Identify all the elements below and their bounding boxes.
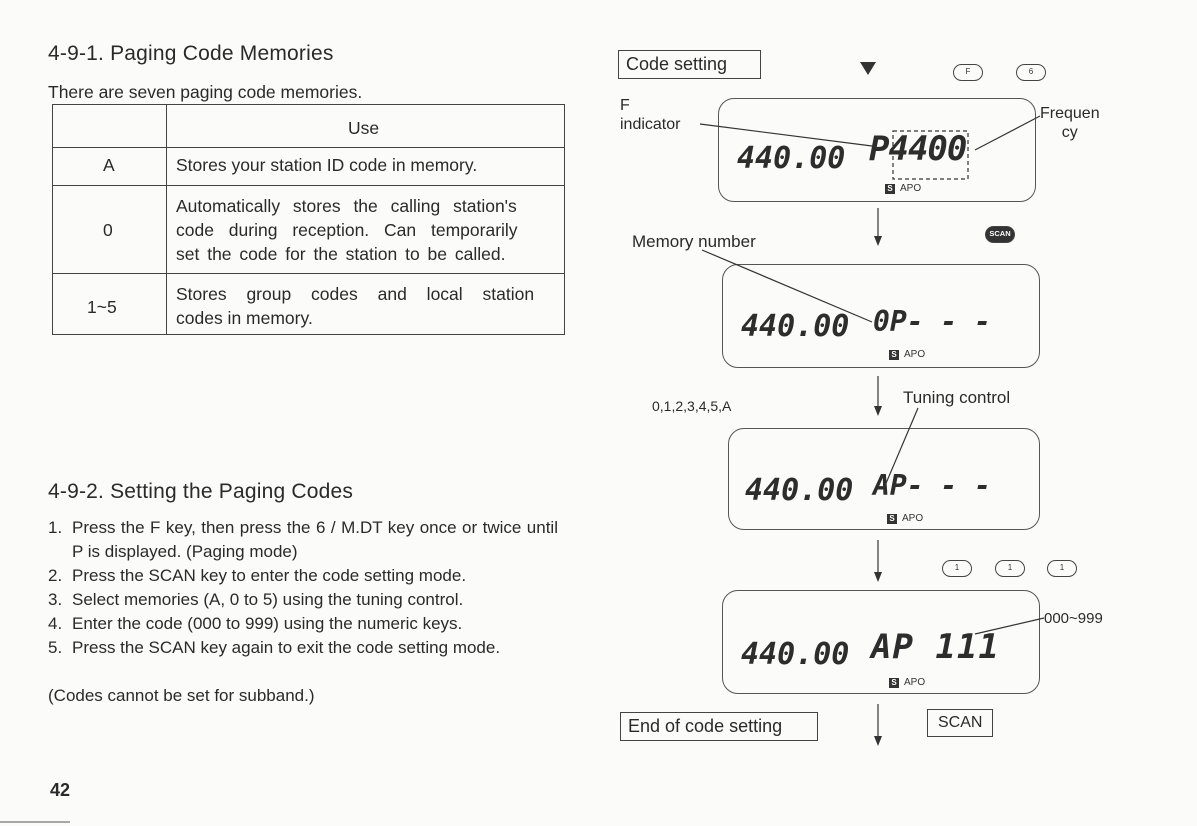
lcd-paging-readout: AP- - - (873, 469, 992, 502)
code-setting-label: Code setting (618, 50, 761, 79)
code-range-label: 000~999 (1044, 610, 1103, 627)
lcd-frequency: 440.00 (741, 309, 850, 344)
table-row-use-line: set the code for the station to be called. (176, 244, 506, 264)
table-row-key: 1~5 (87, 297, 117, 317)
table-row-use-line: Automatically stores the calling station's (176, 196, 517, 216)
table-row-key: A (103, 155, 115, 175)
f-key-icon: F (953, 64, 983, 81)
lcd-frequency: 440.00 (745, 473, 854, 508)
apo-indicator: S APO (885, 183, 921, 194)
table-header-use: Use (348, 118, 380, 138)
table-row-use-line: Stores group codes and local station (176, 284, 535, 304)
end-code-setting-label: End of code setting (620, 712, 818, 741)
scan-key-icon: SCAN (985, 226, 1015, 243)
six-key-icon: 6 (1016, 64, 1046, 81)
frequency-label: Frequen cy (1040, 105, 1100, 141)
apo-indicator: S APO (889, 677, 925, 688)
apo-indicator: S APO (889, 349, 925, 360)
f-indicator-label: F indicator (620, 97, 681, 133)
scan-button-label: SCAN (927, 709, 993, 737)
note-text: (Codes cannot be set for subband.) (48, 686, 315, 705)
lcd-frequency: 440.00 (741, 637, 850, 672)
lcd-paging-readout: AP 111 (871, 627, 1000, 667)
one-key-icon: 1 (942, 560, 972, 577)
section-title-paging-code-memories: 4-9-1. Paging Code Memories (48, 42, 334, 65)
list-item: 3. Select memories (A, 0 to 5) using the tuning control. (48, 590, 464, 609)
intro-text: There are seven paging code memories. (48, 82, 363, 102)
memories-list-label: 0,1,2,3,4,5,A (652, 398, 732, 414)
list-item: 2. Press the SCAN key to enter the code setting mode. (48, 566, 467, 585)
one-key-icon: 1 (1047, 560, 1077, 577)
apo-indicator: S APO (887, 513, 923, 524)
lcd-paging-readout: 0P- - - (873, 305, 992, 338)
table-row-use-line: codes in memory. (176, 308, 313, 328)
lcd-frequency: 440.00 (737, 141, 846, 176)
lcd-paging-readout: P4400 (869, 129, 967, 169)
list-item: 4. Enter the code (000 to 999) using the numeric keys. (48, 614, 463, 633)
table-row-key: 0 (103, 220, 113, 240)
list-item: 1. Press the F key, then press the 6 / M.DT key once or twice until P is displayed. (Paging mode) (48, 518, 558, 561)
one-key-icon: 1 (995, 560, 1025, 577)
memory-number-label: Memory number (632, 232, 756, 251)
list-item: 5. Press the SCAN key again to exit the code setting mode. (48, 638, 501, 657)
table-row-use-line: code during reception. Can temporarily (176, 220, 518, 240)
table-row-use: Stores your station ID code in memory. (176, 155, 478, 175)
section-title-setting-paging-codes: 4-9-2. Setting the Paging Codes (48, 480, 354, 503)
tuning-control-label: Tuning control (903, 388, 1011, 407)
page-number: 42 (50, 780, 71, 800)
